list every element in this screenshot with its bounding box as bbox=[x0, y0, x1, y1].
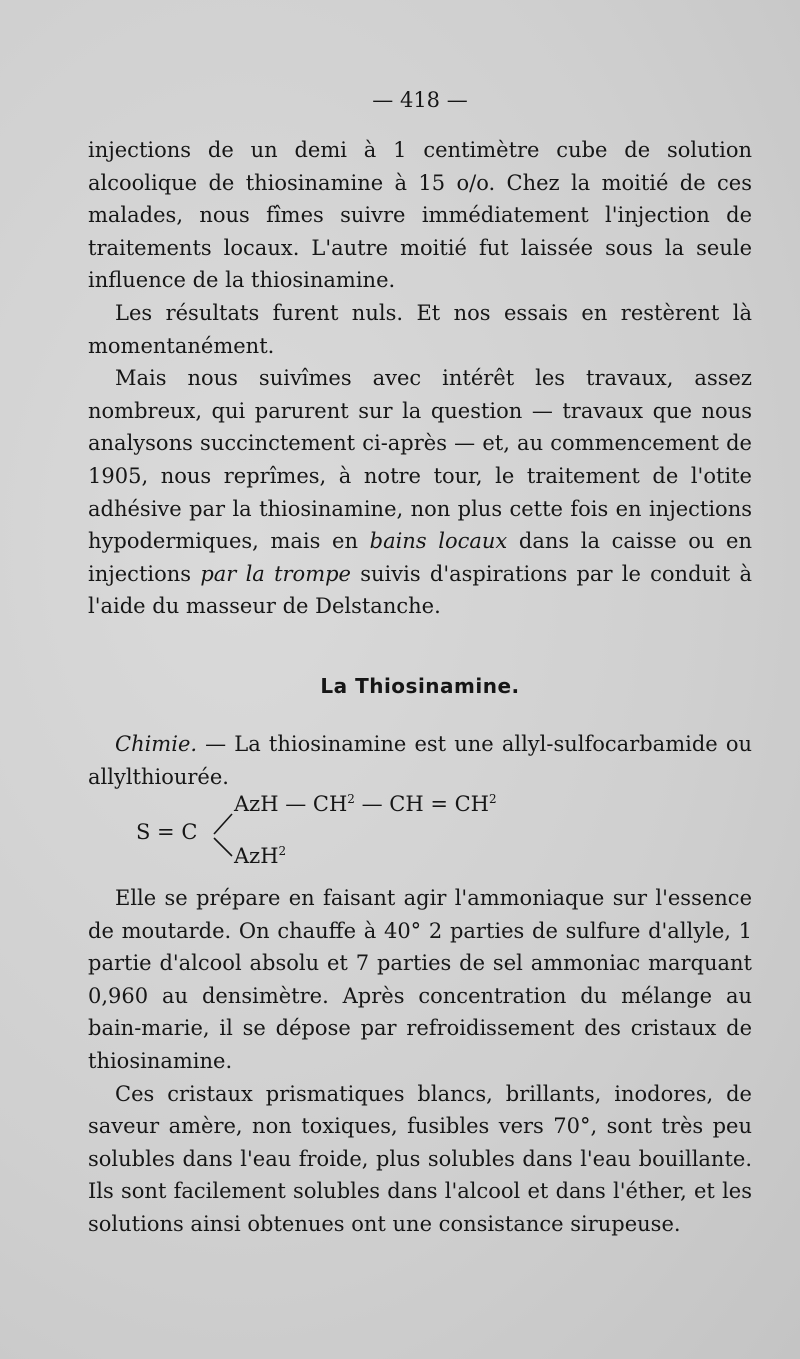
paragraph-6: Ces cristaux prismatiques blancs, brillants, inodores, de saveur amère, non toxiques, fusibles vers 70°, sont très peu solubles dans l'eau froide, plus solubles dans l'eau bouillante. Ils sont facilement solubles dans l'alcool et dans l'éther, et les solutions ainsi obtenues ont une consistance sirupeuse. bbox=[88, 1081, 752, 1236]
paragraph-1: injections de un demi à 1 centimètre cube de solution alcoolique de thiosinamine à 15 o/o. Chez la moitié de ces malades, nous fîmes suivre immédiatement l'injection de traitements locaux. L'autre moitié fut laissée sous la seule influence de la thiosinamine. bbox=[88, 138, 752, 293]
paragraph-3-text-c: suivis d'aspirations par le conduit à l'aide du masseur de Delstanche. bbox=[88, 561, 752, 619]
paragraph-3-italic-b: par la trompe bbox=[200, 561, 351, 586]
formula-bond-lines bbox=[130, 792, 610, 872]
formula-bond-down bbox=[214, 838, 232, 856]
formula-top-sup-2: 2 bbox=[488, 792, 497, 806]
paragraph-3-italic-a: bains locaux bbox=[369, 529, 508, 554]
paragraph-4 bbox=[88, 728, 752, 793]
text-block-top bbox=[88, 134, 752, 623]
paragraph-2: Les résultats furent nuls. Et nos essais en restèrent là momentanément. bbox=[88, 300, 752, 358]
paragraph-3-text-b: dans la caisse ou en injections bbox=[88, 529, 752, 586]
formula-bottom-text: AzH bbox=[234, 844, 279, 868]
chemical-formula bbox=[130, 792, 610, 872]
section-heading: La Thiosinamine. bbox=[320, 674, 520, 698]
formula-top-text: AzH — CH bbox=[234, 792, 348, 816]
paragraph-5: Elle se prépare en faisant agir l'ammoniaque sur l'essence de moutarde. On chauffe à 40° 2 parties de sulfure d'allyle, 1 partie d'alcool absolu et 7 parties de sel ammoniac marquant 0,960 au densimètre. Après concentration du mélange au bain-marie, il se dépose par refroidissement des cristaux de thiosinamine. bbox=[88, 886, 752, 1073]
paragraph-4-label: Chimie. bbox=[115, 732, 198, 756]
paragraph-3 bbox=[88, 362, 752, 623]
formula-top-mid: — CH = CH bbox=[354, 792, 489, 816]
paragraph-4-text: — La thiosinamine est une allyl-sulfocarbamide ou allylthiourée. bbox=[88, 732, 752, 789]
formula-bottom-sup: 2 bbox=[278, 844, 287, 858]
text-block-bottom bbox=[88, 882, 752, 1241]
formula-left: S = C bbox=[136, 820, 198, 844]
formula-top-sup-1: 2 bbox=[347, 792, 355, 806]
text-block-chimie bbox=[88, 728, 752, 793]
page-number: — 418 — bbox=[372, 88, 468, 112]
formula-bond-up bbox=[214, 814, 232, 834]
paragraph-3-text-a: Mais nous suivîmes avec intérêt les travaux, assez nombreux, qui parurent sur la question — travaux que nous analysons succinctement ci-après — et, au commencement de 1905, nous reprîmes, à notre tour, le traitement de l'otite adhésive par la thiosinamine, non plus cette fois en injections hypodermiques, mais en bbox=[88, 366, 752, 554]
